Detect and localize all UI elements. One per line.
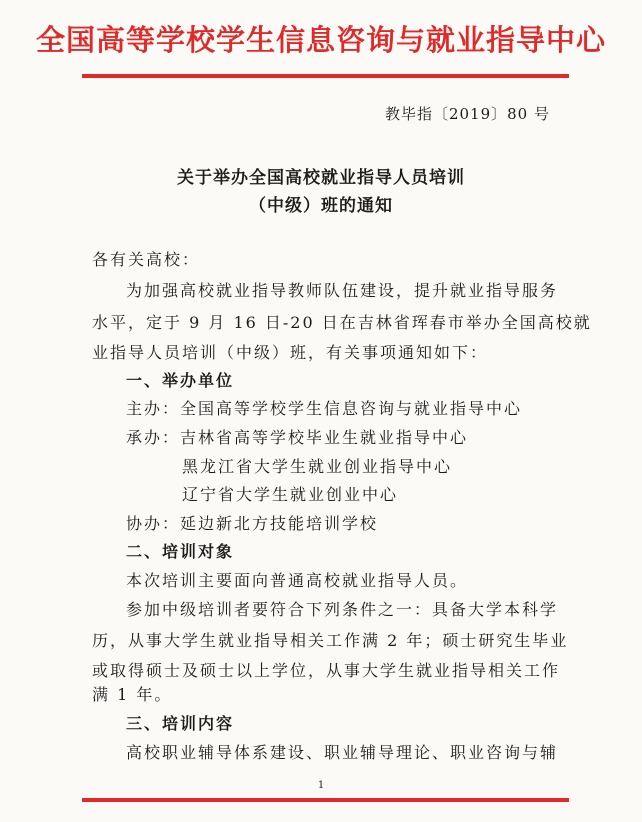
salutation: 各有关高校： xyxy=(92,250,201,269)
organizer-line1: 承办：吉林省高等学校毕业生就业指导中心 xyxy=(126,428,469,447)
document-number: 教毕指〔2019〕80 号 xyxy=(384,105,550,123)
section2-heading: 二、培训对象 xyxy=(126,542,235,561)
intro-paragraph-line1: 为加强高校就业指导教师队伍建设，提升就业指导服务 xyxy=(126,281,559,300)
host-line: 主办：全国高等学校学生信息咨询与就业指导中心 xyxy=(126,399,523,418)
page-number: 1 xyxy=(317,780,325,791)
organizer-line3: 辽宁省大学生就业创业中心 xyxy=(182,485,399,504)
footer-divider xyxy=(82,798,569,802)
section3-line1: 高校职业辅导体系建设、职业辅导理论、职业咨询与辅 xyxy=(126,743,559,762)
section1-heading: 一、举办单位 xyxy=(126,371,235,390)
intro-paragraph-line2: 水平，定于 9 月 16 日-20 日在吉林省珲春市举办全国高校就 xyxy=(92,313,592,332)
organization-header: 全国高等学校学生信息咨询与就业指导中心 xyxy=(35,23,606,57)
section2-line1: 本次培训主要面向普通高校就业指导人员。 xyxy=(126,571,469,590)
section2-line5: 满 1 年。 xyxy=(92,685,173,704)
document-title-line1: 关于举办全国高校就业指导人员培训 xyxy=(177,168,465,188)
section2-line4: 或取得硕士及硕士以上学位，从事大学生就业指导相关工作 xyxy=(92,661,561,680)
document-title-line2: （中级）班的通知 xyxy=(249,196,393,216)
header-divider xyxy=(82,74,569,78)
intro-paragraph-line3: 业指导人员培训（中级）班，有关事项通知如下： xyxy=(92,343,489,362)
organizer-line2: 黑龙江省大学生就业创业指导中心 xyxy=(182,457,453,476)
co-host-line: 协办：延边新北方技能培训学校 xyxy=(126,514,379,533)
section2-line2: 参加中级培训者要符合下列条件之一：具备大学本科学 xyxy=(126,600,559,619)
section3-heading: 三、培训内容 xyxy=(126,714,235,733)
section2-line3: 历，从事大学生就业指导相关工作满 2 年；硕士研究生毕业 xyxy=(92,631,569,650)
